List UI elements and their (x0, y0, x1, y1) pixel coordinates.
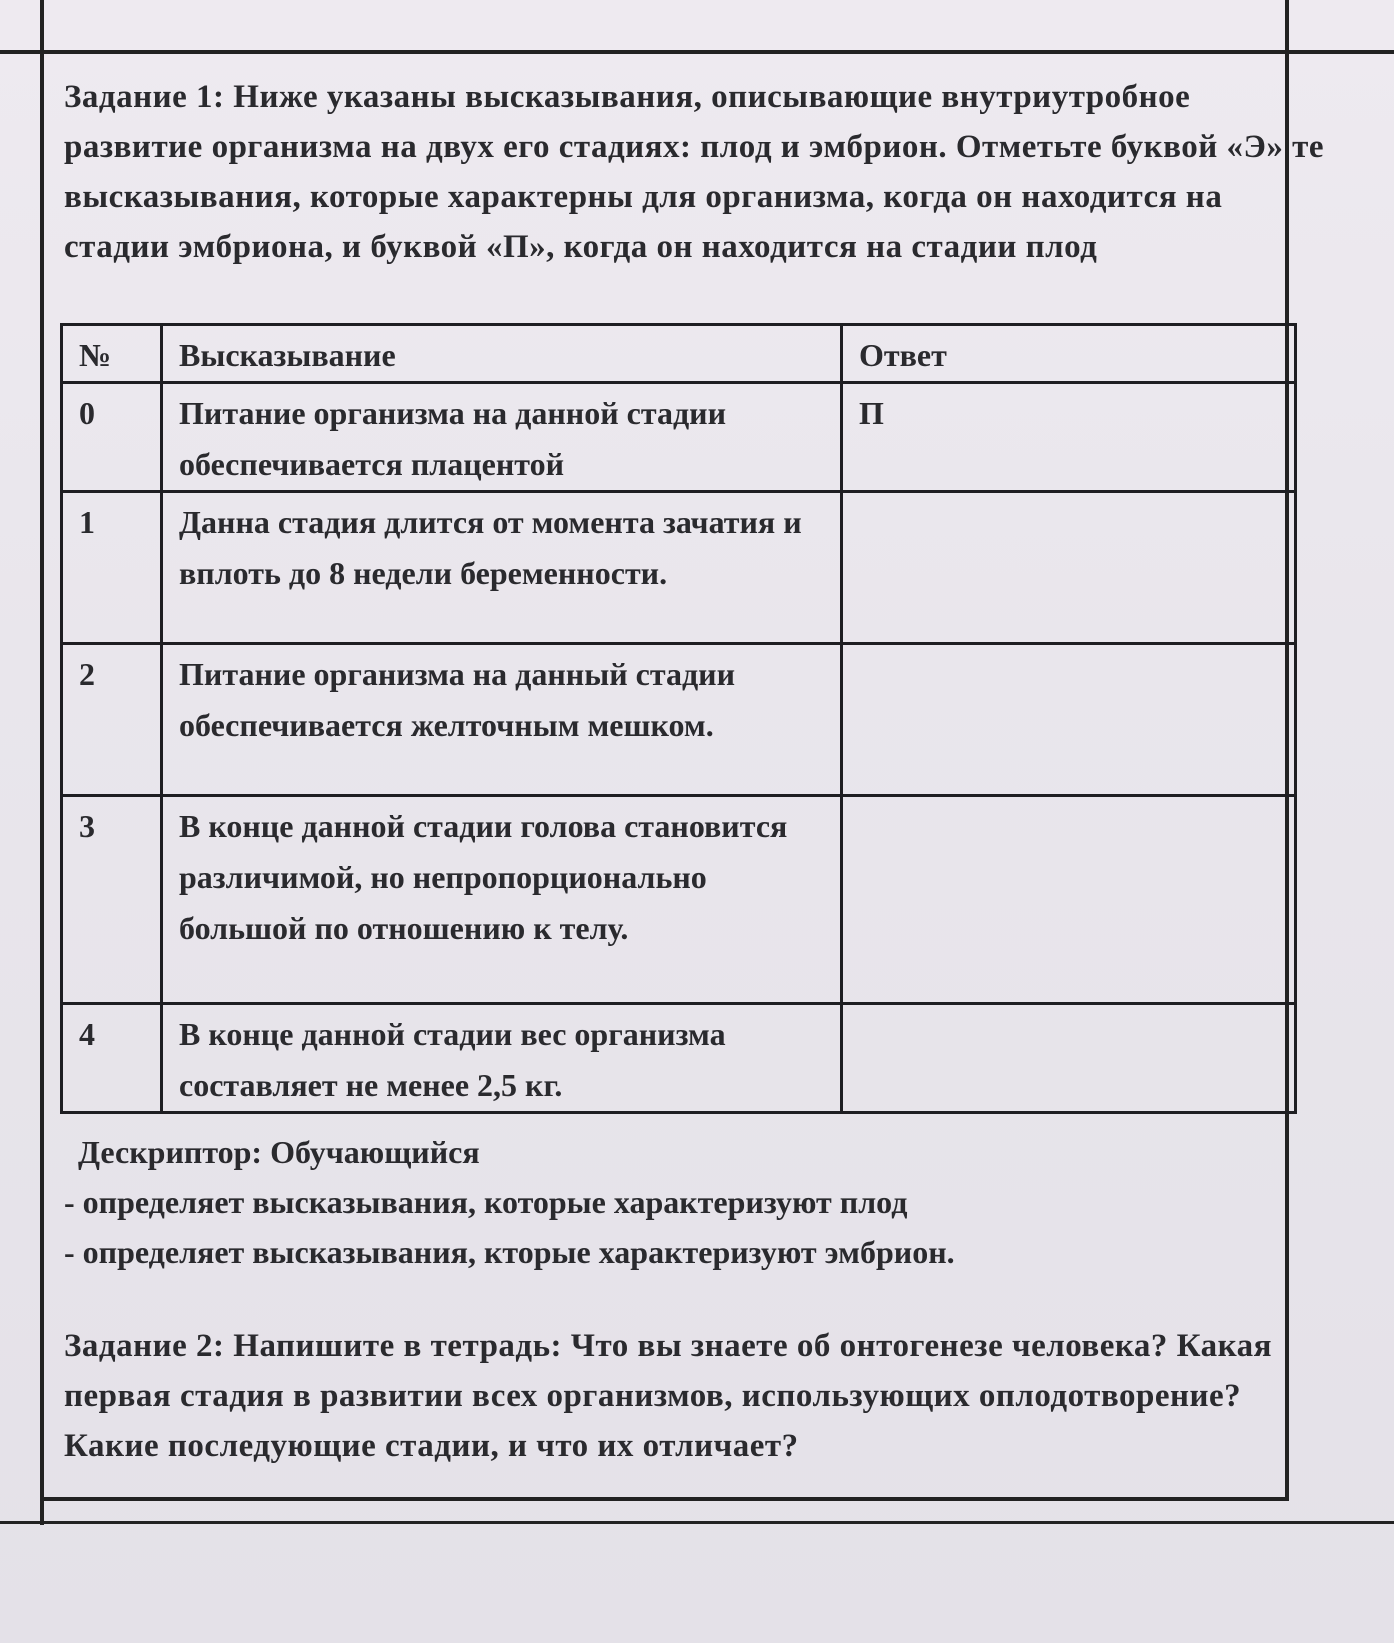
row-answer[interactable] (842, 1004, 1296, 1113)
row-statement: Питание организма на данный стадии обеспечивается желточным мешком. (162, 644, 842, 796)
row-number: 2 (62, 644, 162, 796)
descriptor-title: Дескриптор: Обучающийся (78, 1134, 480, 1170)
row-statement: Данна стадия длится от момента зачатия и вплоть до 8 недели беременности. (162, 492, 842, 644)
row-number: 4 (62, 1004, 162, 1113)
row-answer[interactable] (842, 492, 1296, 644)
header-answer: Ответ (842, 325, 1296, 383)
task2-label: Задание 2: (64, 1328, 225, 1364)
row-statement: В конце данной стадии вес организма составляет не менее 2,5 кг. (162, 1004, 842, 1113)
task2-paragraph (64, 1321, 1329, 1471)
table-row (62, 644, 1296, 796)
top-border (0, 50, 1394, 54)
row-statement: Питание организма на данной стадии обеспечивается плацентой (162, 383, 842, 492)
statements-table (60, 323, 1297, 1114)
task1-text: Ниже указаны высказывания, описывающие внутриутробное развитие организма на двух его стадиях: плод и эмбрион. Отметьте буквой «Э» те высказывания, которые характерны для организма, когда он находится на стадии эмбриона, и буквой «П», когда он находится на стадии плод (64, 79, 1333, 265)
table-row (62, 492, 1296, 644)
descriptor-block (64, 1127, 1324, 1277)
row-number: 3 (62, 796, 162, 1004)
row-number: 1 (62, 492, 162, 644)
row-answer[interactable]: П (842, 383, 1296, 492)
task1-paragraph (64, 72, 1333, 272)
row-statement: В конце данной стадии голова становится различимой, но непропорционально большой по отношению к телу. (162, 796, 842, 1004)
row-answer[interactable] (842, 796, 1296, 1004)
task1-label: Задание 1: (64, 79, 225, 115)
table-row (62, 796, 1296, 1004)
header-number: № (62, 325, 162, 383)
descriptor-item: - определяет высказывания, кторые характеризуют эмбрион. (64, 1234, 955, 1270)
row-answer[interactable] (842, 644, 1296, 796)
task2-text: Напишите в тетрадь: Что вы знаете об онтогенезе человека? Какая первая стадия в развитии всех организмов, использующих оплодотворение? Какие последующие стадии, и что их отличает? (64, 1328, 1281, 1464)
header-statement: Высказывание (162, 325, 842, 383)
table-row (62, 383, 1296, 492)
left-border (40, 0, 44, 1525)
table-row (62, 1004, 1296, 1113)
descriptor-item: - определяет высказывания, которые характеризуют плод (64, 1184, 908, 1220)
row-number: 0 (62, 383, 162, 492)
outer-bottom-border (0, 1521, 1394, 1524)
table-header-row (62, 325, 1296, 383)
bottom-border (40, 1497, 1289, 1501)
